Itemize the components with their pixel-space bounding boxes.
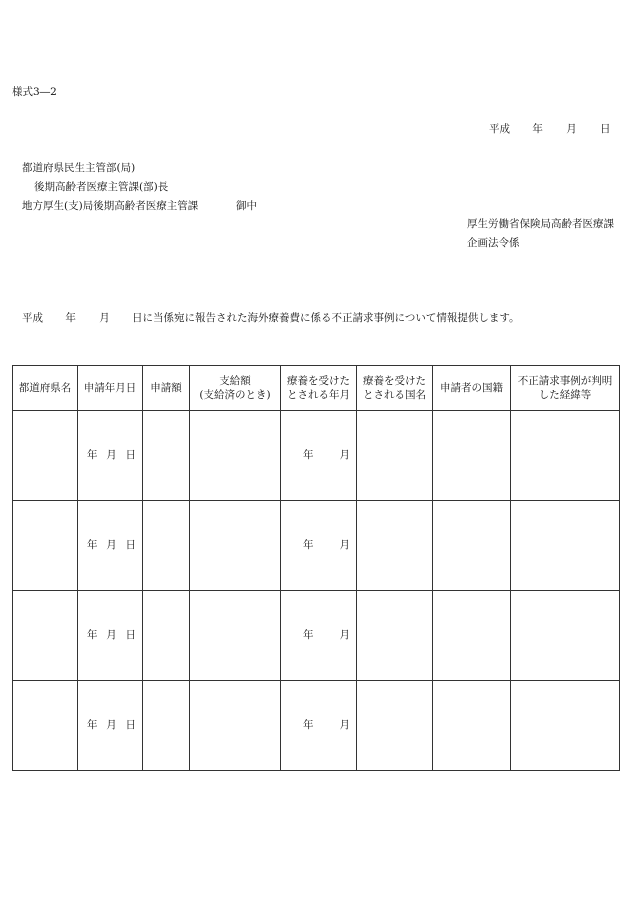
application-year-label: 年 [87,629,98,642]
date-year: 年 [532,123,543,135]
cell-prefecture [13,591,78,681]
cell-application-amount [143,681,190,771]
message-line [22,312,519,325]
treatment-year-label: 年 [303,719,314,732]
report-table [12,365,620,771]
message-text: 日に当係宛に報告された海外療養費に係る不正請求事例について情報提供します。 [132,312,520,324]
cell-application-date [78,681,143,771]
application-day-label: 日 [125,719,136,732]
application-month-label: 月 [106,449,117,462]
cell-payment-amount [190,501,281,591]
cell-discovery-details [511,501,620,591]
cell-application-date [78,411,143,501]
sender-section: 企画法令係 [467,237,520,249]
application-day-label: 日 [125,539,136,552]
message-year: 年 [65,312,76,324]
treatment-year-label: 年 [303,629,314,642]
cell-application-date [78,501,143,591]
date-line [489,123,611,136]
table-row [13,411,620,501]
cell-treatment-month [281,501,357,591]
cell-treatment-country [357,591,433,681]
table-row [13,681,620,771]
cell-prefecture [13,681,78,771]
header-payment-amount: 支給額 (支給済のとき) [190,366,281,411]
cell-application-date [78,591,143,681]
cell-application-amount [143,501,190,591]
message-month: 月 [99,312,110,324]
header-discovery-details: 不正請求事例が判明 した経緯等 [511,366,620,411]
treatment-month-label: 月 [339,629,350,642]
cell-applicant-nationality [433,681,511,771]
application-day-label: 日 [125,449,136,462]
header-application-amount: 申請額 [143,366,190,411]
cell-treatment-month [281,681,357,771]
header-applicant-nationality: 申請者の国籍 [433,366,511,411]
header-prefecture: 都道府県名 [13,366,78,411]
application-year-label: 年 [87,719,98,732]
table-row [13,501,620,591]
date-day: 日 [600,123,611,135]
form-number: 様式3―2 [12,86,57,98]
cell-treatment-country [357,501,433,591]
cell-application-amount [143,411,190,501]
cell-payment-amount [190,591,281,681]
treatment-month-label: 月 [339,449,350,462]
application-month-label: 月 [106,629,117,642]
cell-discovery-details [511,591,620,681]
message-era: 平成 [22,312,43,324]
cell-applicant-nationality [433,591,511,681]
cell-prefecture [13,411,78,501]
cell-discovery-details [511,411,620,501]
header-treatment-month: 療養を受けた とされる年月 [281,366,357,411]
cell-payment-amount [190,411,281,501]
treatment-year-label: 年 [303,449,314,462]
cell-applicant-nationality [433,501,511,591]
sender-office: 厚生労働省保険局高齢者医療課 [467,218,614,230]
cell-treatment-country [357,681,433,771]
treatment-month-label: 月 [339,719,350,732]
table-row [13,591,620,681]
date-era: 平成 [489,123,510,135]
cell-payment-amount [190,681,281,771]
application-month-label: 月 [106,719,117,732]
table-header-row [13,366,620,411]
application-year-label: 年 [87,539,98,552]
addressee-line-2: 後期高齢者医療主管課(部)長 [34,181,169,193]
honorific: 御中 [236,200,257,212]
cell-treatment-country [357,411,433,501]
cell-application-amount [143,591,190,681]
cell-applicant-nationality [433,411,511,501]
header-application-date: 申請年月日 [78,366,143,411]
application-day-label: 日 [125,629,136,642]
addressee-line-1: 都道府県民生主管部(局) [22,162,136,174]
treatment-year-label: 年 [303,539,314,552]
cell-treatment-month [281,591,357,681]
cell-treatment-month [281,411,357,501]
addressee-line-3: 地方厚生(支)局後期高齢者医療主管課 [22,200,199,212]
header-treatment-country: 療養を受けた とされる国名 [357,366,433,411]
date-month: 月 [566,123,577,135]
cell-prefecture [13,501,78,591]
application-month-label: 月 [106,539,117,552]
cell-discovery-details [511,681,620,771]
treatment-month-label: 月 [339,539,350,552]
application-year-label: 年 [87,449,98,462]
